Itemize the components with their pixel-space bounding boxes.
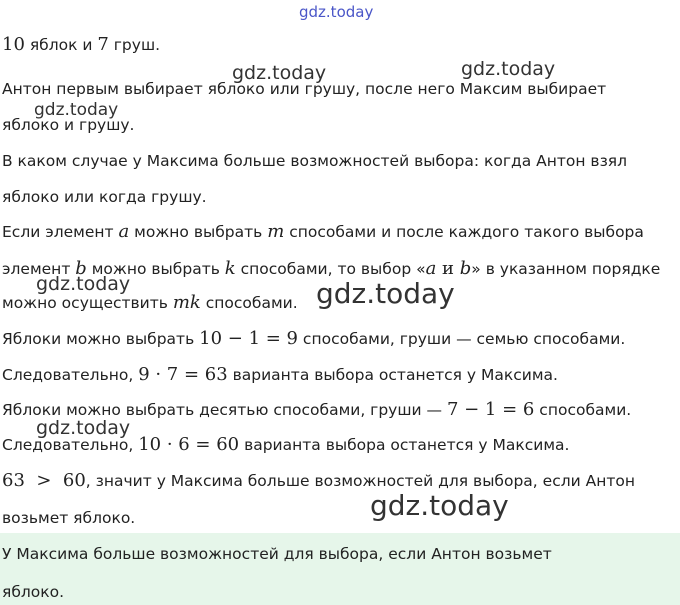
solution-line: Яблоки можно выбрать 10 − 1 = 9 способами, груши — семью способами. <box>2 328 626 349</box>
rule-line: Если элемент a можно выбрать m способами и после каждого такого выбора <box>2 221 644 242</box>
answer-line: У Максима больше возможностей для выбора, если Антон возьмет <box>2 545 552 563</box>
watermark: gdz.today <box>34 100 119 120</box>
watermark: gdz.today <box>36 273 131 295</box>
rule-line: элемент b можно выбрать k способами, то выбор «a и b» в указанном порядке <box>2 258 661 279</box>
solution-line: 63 > 60, значит у Максима больше возможностей для выбора, если Антон <box>2 470 636 491</box>
watermark: gdz.today <box>36 417 131 439</box>
answer-line: яблоко. <box>2 583 65 601</box>
solution-line: возьмет яблоко. <box>2 509 136 527</box>
watermark-top: gdz.today <box>299 3 374 21</box>
watermark: gdz.today <box>232 62 327 84</box>
watermark: gdz.today <box>370 489 509 522</box>
solution-line: Следовательно, 10 · 6 = 60 варианта выбора останется у Максима. <box>2 434 570 455</box>
solution-line: Яблоки можно выбрать десятью способами, груши — 7 − 1 = 6 способами. <box>2 399 632 420</box>
condition-line: Антон первым выбирает яблоко или грушу, после него Максим выбирает <box>2 80 607 98</box>
question-line: яблоко или когда грушу. <box>2 188 207 206</box>
condition-line: яблоко и грушу. <box>2 116 135 134</box>
question-line: В каком случае у Максима больше возможностей выбора: когда Антон взял <box>2 152 628 170</box>
watermark: gdz.today <box>461 58 556 80</box>
watermark: gdz.today <box>316 277 455 310</box>
condition-line: 10 яблок и 7 груш. <box>2 34 161 55</box>
rule-line: можно осуществить mk способами. <box>2 292 298 313</box>
solution-line: Следовательно, 9 · 7 = 63 варианта выбора останется у Максима. <box>2 364 558 385</box>
